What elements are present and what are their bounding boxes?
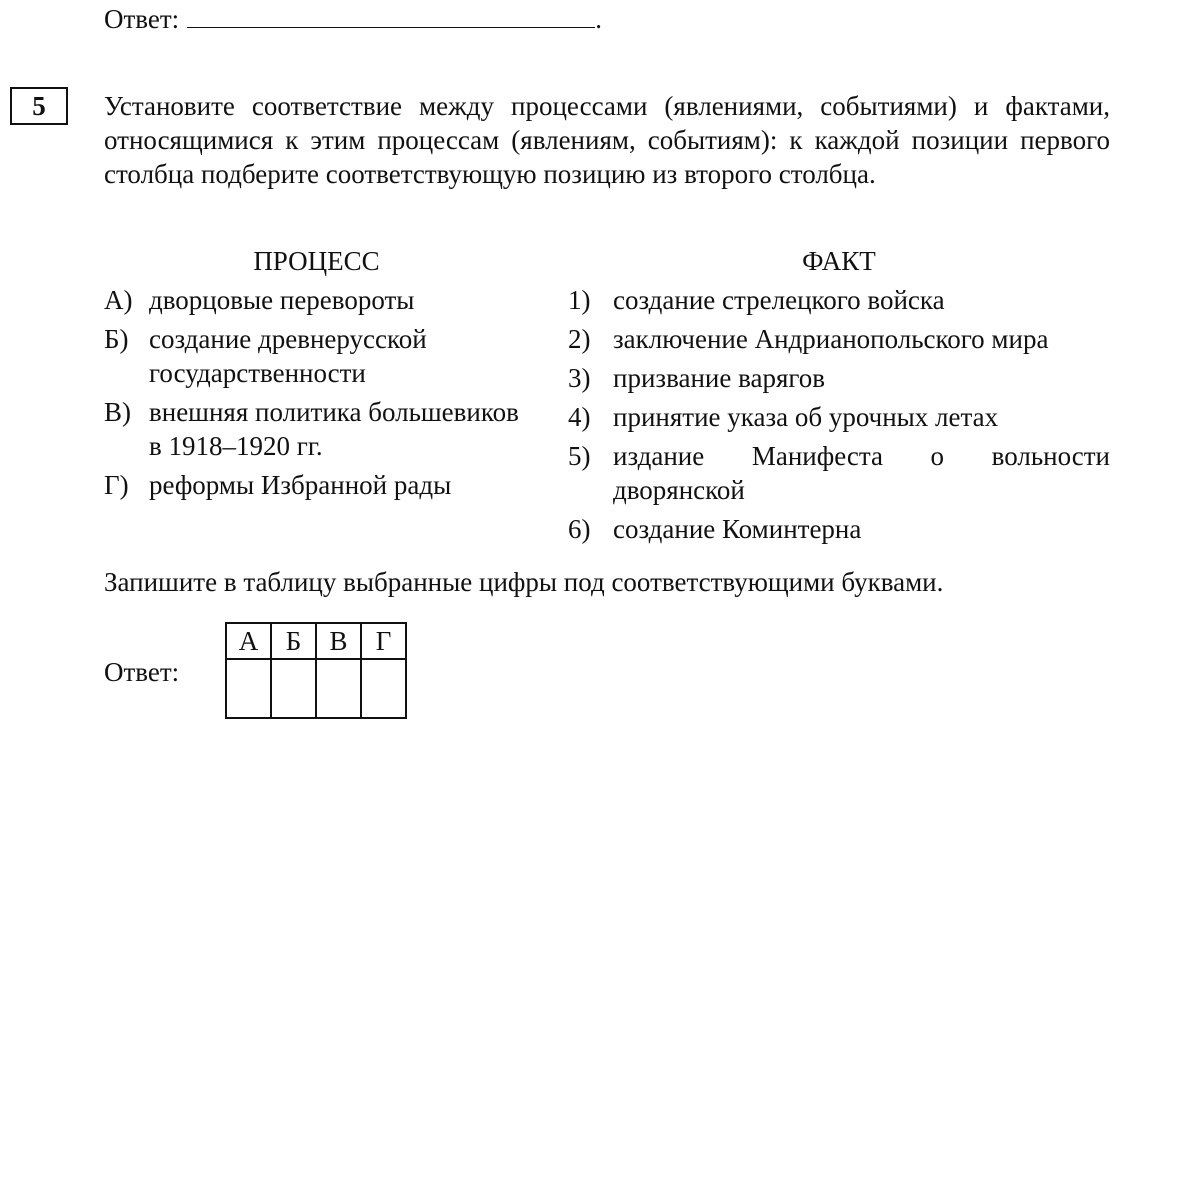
answer-input-cell[interactable] <box>316 659 361 718</box>
process-item-label: А) <box>104 285 133 315</box>
process-item-label: Г) <box>104 470 129 500</box>
fact-item-text: призвание варягов <box>613 363 826 393</box>
fact-column-header: ФАКТ <box>802 246 876 276</box>
fact-item-label: 1) <box>568 285 591 315</box>
fact-item <box>568 512 1110 546</box>
task-number-box: 5 <box>10 87 68 125</box>
fact-item <box>568 400 1110 434</box>
process-column-header: ПРОЦЕСС <box>253 246 380 276</box>
fact-item-label: 4) <box>568 402 591 432</box>
fact-list <box>568 283 1110 551</box>
answer-input-cell[interactable] <box>361 659 406 718</box>
fact-item-text-line2: дворянской <box>613 475 745 505</box>
previous-answer-label: Ответ: <box>104 4 180 34</box>
fact-item-label: 3) <box>568 363 591 393</box>
process-item-text: создание древнерусской государственности <box>149 324 427 388</box>
answer-input-cell[interactable] <box>271 659 316 718</box>
process-item-text: дворцовые перевороты <box>149 285 415 315</box>
answer-header-cell: А <box>226 623 271 659</box>
fact-item-text: создание Коминтерна <box>613 514 862 544</box>
fact-item-text <box>613 439 1110 507</box>
process-item-text: реформы Избранной рады <box>149 470 452 500</box>
process-list <box>104 283 544 507</box>
fact-item <box>568 439 1110 507</box>
process-item-label: Б) <box>104 324 129 354</box>
process-item <box>104 395 544 463</box>
fact-item-text-line1: издание Манифеста о вольности <box>613 441 1110 471</box>
fact-item-text: заключение Андрианопольского мира <box>613 324 1049 354</box>
process-item <box>104 283 544 317</box>
previous-answer <box>104 2 602 36</box>
fact-item <box>568 322 1110 356</box>
fact-item-label: 5) <box>568 441 591 471</box>
process-item <box>104 322 544 390</box>
answer-input-cell[interactable] <box>226 659 271 718</box>
answer-table-header-row <box>226 623 406 659</box>
fact-item-label: 2) <box>568 324 591 354</box>
answer-label: Ответ: <box>104 657 180 687</box>
fact-item <box>568 283 1110 317</box>
previous-answer-end-mark: . <box>595 4 602 34</box>
answer-table-input-row <box>226 659 406 718</box>
previous-answer-line[interactable] <box>187 5 595 28</box>
answer-table <box>225 622 407 719</box>
write-instruction: Запишите в таблицу выбранные цифры под соответствующими буквами. <box>104 567 944 597</box>
process-item-label: В) <box>104 397 131 427</box>
fact-item <box>568 361 1110 395</box>
answer-header-cell: Б <box>271 623 316 659</box>
answer-header-cell: Г <box>361 623 406 659</box>
fact-item-label: 6) <box>568 514 591 544</box>
process-item <box>104 468 544 502</box>
process-item-text: внешняя политика большевиков в 1918–1920 гг. <box>149 397 519 461</box>
task-instruction: Установите соответствие между процессами (явлениями, событиями) и фактами, относящимися к этим процессам (явлениям, событиям): к каждой позиции первого столбца подберите соответствующую позицию из второго столбца. <box>104 91 1110 189</box>
fact-item-text: принятие указа об урочных летах <box>613 402 999 432</box>
fact-item-text: создание стрелецкого войска <box>613 285 945 315</box>
answer-header-cell: В <box>316 623 361 659</box>
